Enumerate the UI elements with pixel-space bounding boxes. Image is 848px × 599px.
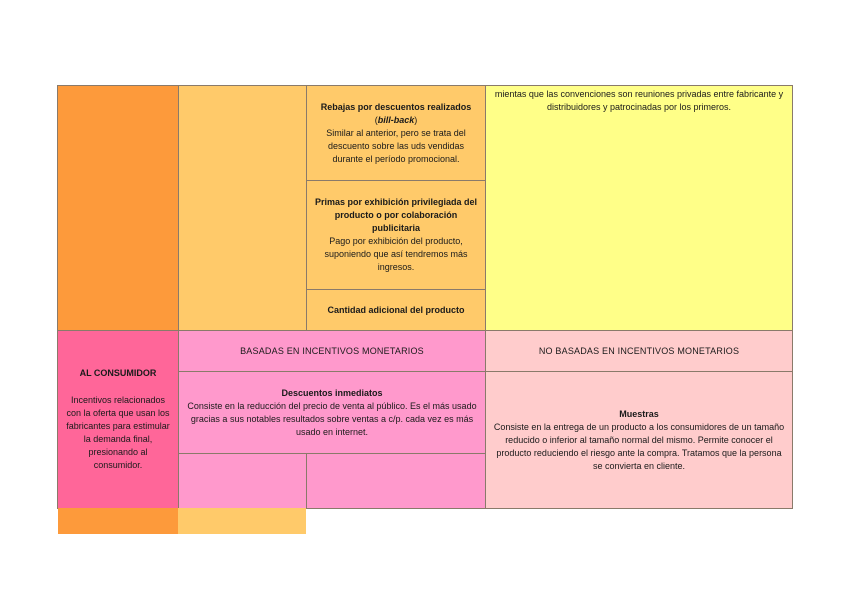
descuentos-title: Descuentos inmediatos xyxy=(281,387,383,398)
header-monetarios-label: BASADAS EN INCENTIVOS MONETARIOS xyxy=(240,345,424,356)
rebajas-body: Similar al anterior, pero se trata del descuento sobre las uds vendidas durante el período promocional. xyxy=(326,127,466,164)
muestras-body: Consiste en la entrega de un producto a los consumidores de un tamaño reducido o inferior al tamaño normal del mismo. Permite conocer el producto reduciendo el riesgo ante la compra. Tratamos que la persona se convierta en cliente. xyxy=(493,421,785,471)
header-no-monetarios xyxy=(485,330,793,372)
header-monetarios xyxy=(178,330,486,372)
cantidad-title: Cantidad adicional del producto xyxy=(327,304,465,315)
muestras-title: Muestras xyxy=(619,408,659,419)
header-no-monetarios-label: NO BASADAS EN INCENTIVOS MONETARIOS xyxy=(538,345,740,356)
orange-column-top xyxy=(57,85,179,331)
primas-body: Pago por exhibición del producto, suponiendo que así tendremos más ingresos. xyxy=(324,236,468,272)
primas-title: Primas por exhibición privilegiada del producto o por colaboración publicitaria xyxy=(314,197,478,233)
rebajas-cell xyxy=(306,85,486,181)
orange-strip-bottom xyxy=(58,508,178,534)
empty-pink-cell-left xyxy=(178,453,307,509)
convenciones-cell xyxy=(485,85,793,331)
rebajas-paren-open: ( xyxy=(374,114,378,125)
rebajas-paren-close: ) xyxy=(414,114,418,125)
rebajas-italic: bill-back xyxy=(377,114,415,125)
descuentos-cell xyxy=(178,371,486,454)
descuentos-body: Consiste en la reducción del precio de venta al público. Es el más usado gracias a sus notables resultados sobre ventas a c/p. cada vez es más usado en internet. xyxy=(187,400,477,437)
primas-cell xyxy=(306,180,486,290)
empty-pink-cell-right xyxy=(306,453,486,509)
al-consumidor-body: Incentivos relacionados con la oferta que usan los fabricantes para estimular la demanda final, presionando al consumidor. xyxy=(66,395,170,470)
rebajas-title: Rebajas por descuentos realizados xyxy=(320,101,472,112)
al-consumidor-cell xyxy=(57,330,179,509)
light-orange-strip-bottom xyxy=(178,508,306,534)
al-consumidor-title: AL CONSUMIDOR xyxy=(79,368,157,378)
cantidad-cell xyxy=(306,289,486,331)
light-orange-column-top xyxy=(178,85,307,331)
muestras-cell xyxy=(485,371,793,509)
convenciones-body: mientas que las convenciones son reuniones privadas entre fabricante y distribuidores y patrocinadas por los primeros. xyxy=(494,89,784,112)
